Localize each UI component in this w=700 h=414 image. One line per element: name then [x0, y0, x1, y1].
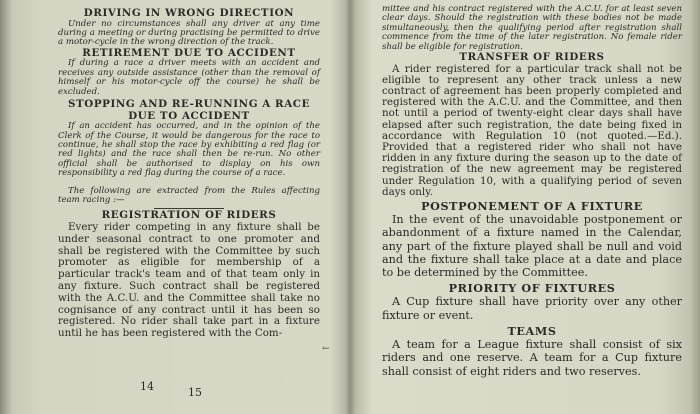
paragraph-priority: A Cup fixture shall have priority over any other fixture or event. [382, 295, 682, 322]
page-number-right: 15 [188, 386, 202, 399]
paragraph-teams: A team for a League fixture shall consist of six riders and one reserve. A team for a Cup fixture shall consist of eight riders and two reserves. [382, 338, 682, 378]
paragraph-registration: Every rider competing in any fixture shall be under seasonal contract to one promoter and shall be registered with the Committee by such promoter as eligible for membership of a particular track's team and of that team only in any fixture. Such contract shall be registered with the A.C.U. and the Committee shall take no cognisance of any contract until it has been so registered. No rider shall take part in a fixture until he has been registered with the Com- [58, 221, 320, 340]
page-number-left: 14 [140, 380, 154, 393]
left-page-text [58, 8, 320, 340]
paragraph-transfer: A rider registered for a particular track shall not be eligible to represent any other track unless a new contract of agreement has been properly completed and registered with the A.C.U. and the Committee, and then not until a period of twenty-eight clear days shall have elapsed after such registration, the date being fixed in accordance with Regulation 10 (not quoted.—Ed.). Provided that a registered rider who shall not have ridden in any fixture during the season up to the date of registration of the new agreement may be registered under Regulation 10, with a qualifying period of seven days only. [382, 62, 682, 198]
paragraph-retirement: If during a race a driver meets with an accident and receives any outside assistance (other than the removal of himself or his motor-cycle off the course) he shall be excluded. [58, 58, 320, 97]
heading-stopping-re-running: STOPPING AND RE-RUNNING A RACE DUE TO ACCIDENT [67, 98, 311, 122]
paragraph-driving-wrong-direction: Under no circumstances shall any driver at any time during a meeting or during practising be permitted to drive a motor-cycle in the wrong direction of the track. [58, 18, 320, 48]
heading-driving-wrong-direction: DRIVING IN WRONG DIRECTION [83, 7, 295, 19]
heading-retirement-due-to-accident: RETIREMENT DUE TO ACCIDENT [82, 46, 296, 59]
heading-registration-of-riders: REGISTRATION OF RIDERS [101, 209, 277, 222]
paragraph-extract-intro: The following are extracted from the Rules affecting team racing :— [58, 185, 320, 206]
heading-priority-of-fixtures: PRIORITY OF FIXTURES [448, 281, 616, 296]
heading-postponement: POSTPONEMENT OF A FIXTURE [421, 199, 643, 214]
paragraph-stopping: If an accident has occurred, and in the opinion of the Clerk of the Course, it would be dangerous for the race to continue, he shall stop the race by exhibiting a red flag (or red lights) and the race shall then be re-run. No other official shall be authorised to display on his own responsibility a red flag during the course of a race. [58, 121, 320, 179]
right-page-text [382, 5, 682, 378]
paragraph-registration-continued: mittee and his contract registered with the A.C.U. for at least seven clear days. Should the registration with these bodies not be made simultaneously, then the qualifying period after registration shall commence from the time of the later registration. No female rider shall be eligible for registration. [382, 4, 682, 52]
heading-teams: TEAMS [507, 323, 557, 338]
heading-transfer-of-riders: TRANSFER OF RIDERS [459, 51, 605, 64]
paragraph-postponement: In the event of the unavoidable postponement or abandonment of a fixture named in the Calendar, any part of the fixture played shall be null and void and the fixture shall take place at a date and place to be determined by the Committee. [382, 213, 682, 280]
margin-arrow-icon: ← [322, 344, 330, 354]
